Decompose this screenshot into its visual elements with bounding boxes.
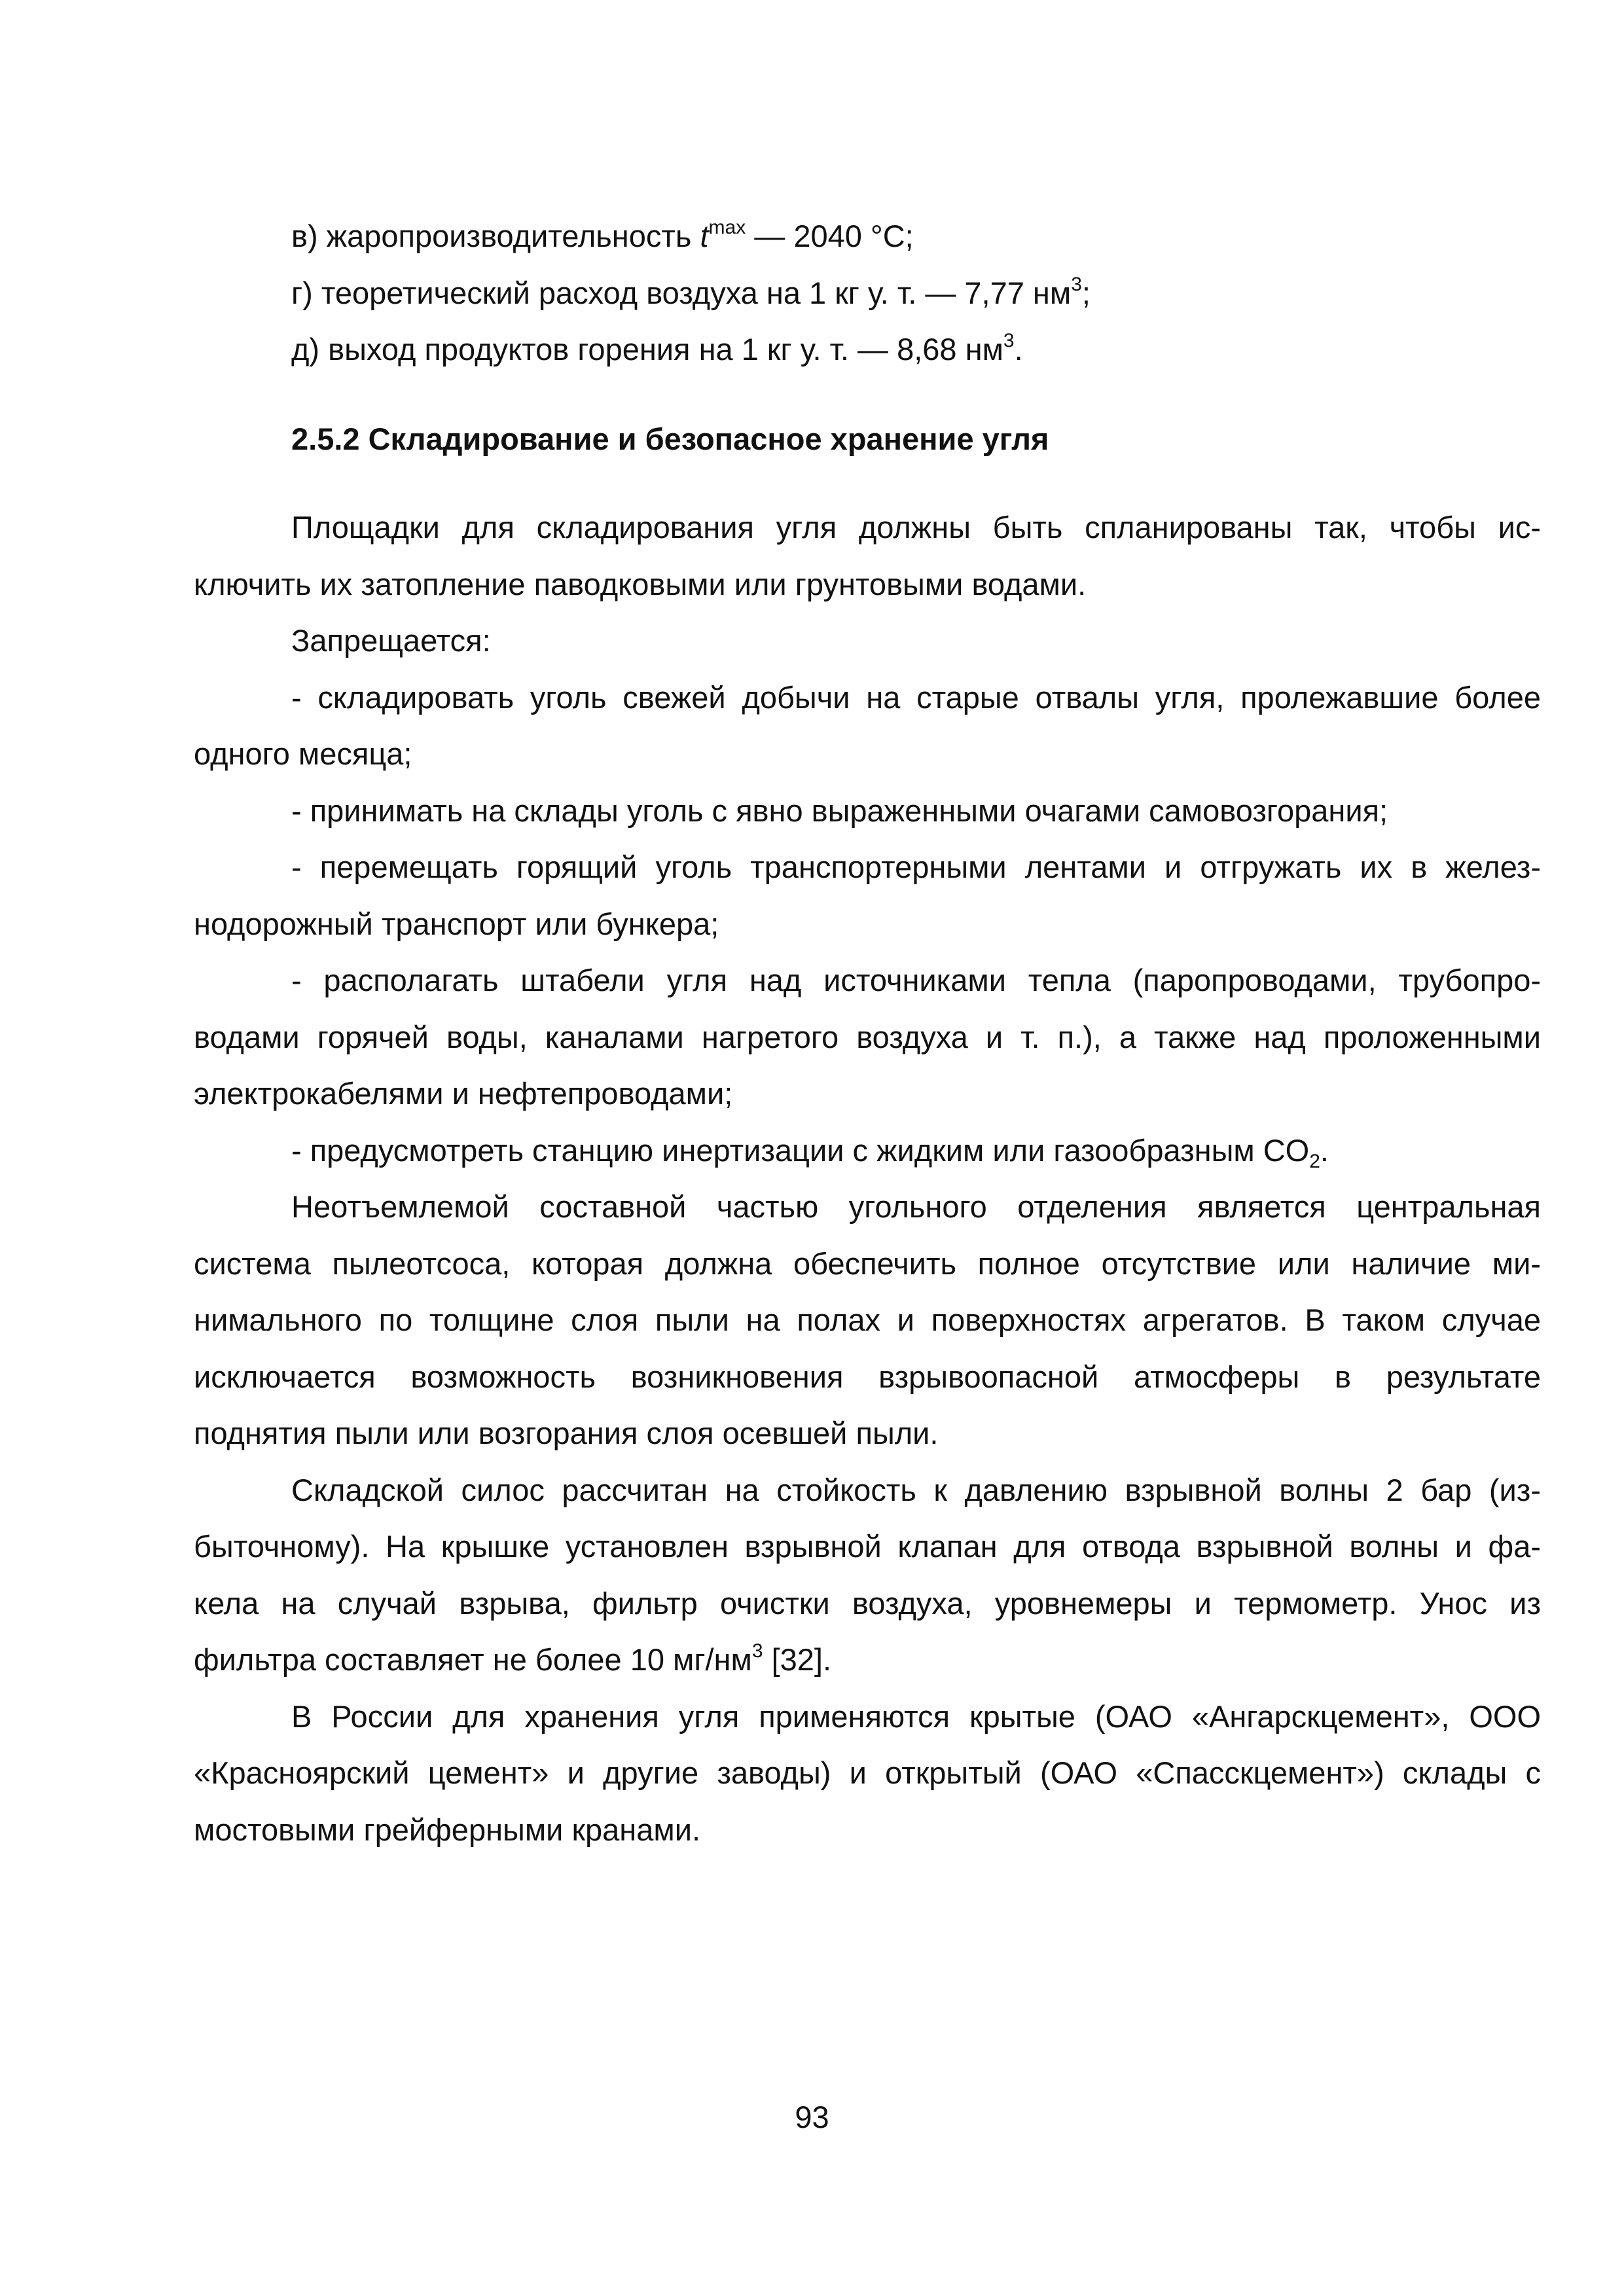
top-list [194,208,1541,378]
body-text [194,499,1541,1858]
paragraph-line: «Красноярский цемент» и другие заводы) и открытый (ОАО «Спасскцемент») склады с [194,1755,1541,1790]
superscript: 3 [1003,330,1015,351]
variable-symbol: t [700,219,709,253]
list-item-text: в) жаропроизводительность [291,219,700,253]
list-item-text: ; [1081,275,1091,310]
bullet-line: одного месяца; [194,736,412,771]
paragraph-line: быточному). На крышке установлен взрывной клапан для отвода взрывной волны и фа- [194,1529,1541,1564]
bullet-line: - складировать уголь свежей добычи на старые отвалы угля, пролежавшие более [291,679,1541,715]
bullet-line: - располагать штабели угля над источниками тепла (паропроводами, трубопро- [291,963,1541,997]
page-number: 93 [795,2100,829,2134]
subscript: 2 [1309,1150,1320,1172]
paragraph-line: мостовыми грейферными кранами. [194,1812,701,1847]
bullet-line: - принимать на склады уголь с явно выраженными очагами самовозгорания; [291,793,1388,828]
bullet-line: нодорожный транспорт или бункера; [194,906,719,941]
bullet-text: . [1320,1132,1329,1168]
section-heading: 2.5.2 Складирование и безопасное хранение угля [291,422,1049,456]
paragraph-line: нимального по толщине слоя пыли на полах и поверхностях агрегатов. В таком случае [194,1302,1541,1337]
paragraph-line: исключается возможность возникновения взрывоопасной атмосферы в результате [194,1359,1541,1394]
paragraph-line: кела на случай взрыва, фильтр очистки воздуха, уровнемеры и термометр. Унос из [194,1585,1541,1621]
superscript: 3 [1071,273,1082,295]
bullet-text: - предусмотреть станцию инертизации с жидким или газообразным CO [291,1132,1310,1168]
paragraph-line: Неотъемлемой составной частью угольного отделения является центральная [291,1189,1541,1224]
paragraph-line: В России для хранения угля применяются крытые (ОАО «Ангарскцемент», ООО [291,1698,1541,1734]
paragraph-line: Запрещается: [291,623,491,658]
paragraph-line [194,1632,1541,1689]
list-item-text: г) теоретический расход воздуха на 1 кг у. т. — 7,77 нм [291,275,1072,310]
list-item [194,265,1541,322]
list-item [194,208,1541,265]
list-item-text: . [1014,332,1023,367]
paragraph-line: Складской силос рассчитан на стойкость к давлению взрывной волны 2 бар (из- [291,1472,1541,1507]
bullet-line: водами горячей воды, каналами нагретого воздуха и т. п.), а также над проложенными [194,1019,1541,1054]
paragraph-line: ключить их затопление паводковыми или грунтовыми водами. [194,566,1087,601]
paragraph-text: фильтра составляет не более 10 мг/нм [194,1642,752,1677]
bullet-line: - перемещать горящий уголь транспортерными лентами и отгружать их в желез- [291,850,1541,884]
superscript: 3 [751,1640,763,1662]
list-item [194,321,1541,378]
list-item-text: д) выход продуктов горения на 1 кг у. т. — 8,68 нм [291,332,1003,367]
list-item-text: — 2040 °C; [746,219,914,253]
paragraph-line: поднятия пыли или возгорания слоя осевшей пыли. [194,1416,939,1450]
paragraph-line: Площадки для складирования угля должны быть спланированы так, чтобы ис- [291,510,1541,545]
bullet-line [194,1122,1541,1179]
superscript: max [708,217,746,238]
paragraph-line: система пылеотсоса, которая должна обеспечить полное отсутствие или наличие ми- [194,1246,1541,1281]
paragraph-text: [32]. [763,1642,832,1677]
bullet-line: электрокабелями и нефтепроводами; [194,1076,733,1111]
